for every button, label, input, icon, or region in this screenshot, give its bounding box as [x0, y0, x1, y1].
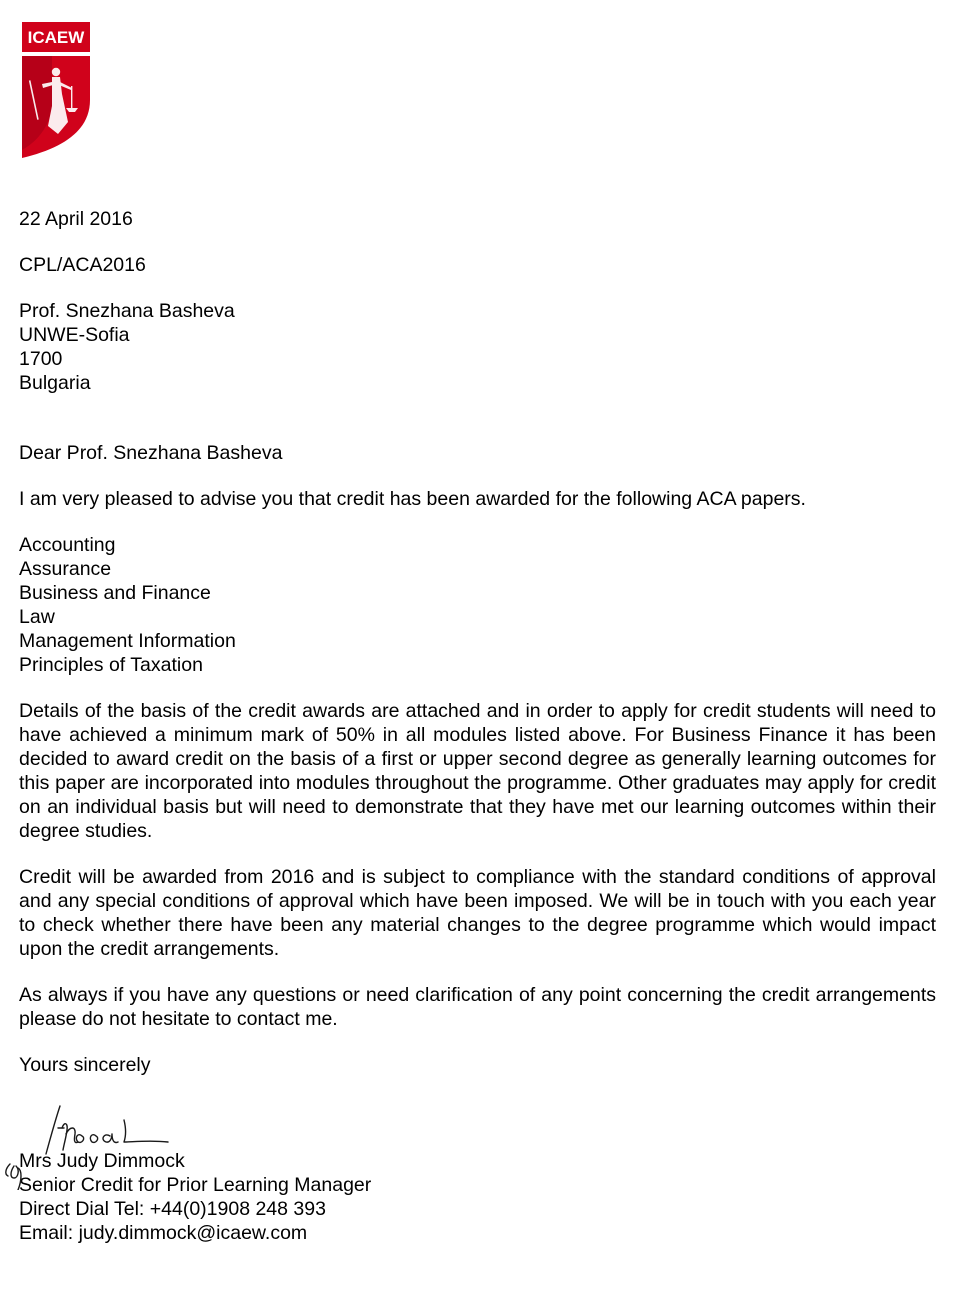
letter-reference: CPL/ACA2016: [19, 254, 146, 276]
icaew-logo: [22, 22, 90, 158]
list-item: Accounting: [19, 534, 116, 556]
closing: Yours sincerely: [19, 1054, 151, 1076]
papers-list: [19, 533, 936, 677]
recipient-country: Bulgaria: [19, 372, 91, 394]
list-item: Principles of Taxation: [19, 654, 203, 676]
list-item: Business and Finance: [19, 582, 211, 604]
signatory-name: Mrs Judy Dimmock: [19, 1150, 185, 1172]
intro-paragraph: I am very pleased to advise you that credit has been awarded for the following ACA papers.: [19, 488, 806, 510]
signatory-phone: Direct Dial Tel: +44(0)1908 248 393: [19, 1198, 326, 1220]
recipient-institution: UNWE-Sofia: [19, 324, 130, 346]
list-item: Assurance: [19, 558, 112, 580]
credit-details-paragraph: Details of the basis of the credit awards are attached and in order to apply for credit students will need to have achieved a minimum mark of 50% in all modules listed above. For Business Finance it has been decided to award credit on the basis of a first or upper second degree as generally learning outcomes for this paper are incorporated into modules throughout the programme. Other graduates may apply for credit on an individual basis but will need to demonstrate that they have met our learning outcomes within their degree studies.: [19, 700, 936, 842]
signatory-email: Email: judy.dimmock@icaew.com: [19, 1222, 308, 1244]
letter-date: 22 April 2016: [19, 208, 133, 230]
letter-body: [19, 207, 936, 1245]
recipient-address: [19, 299, 936, 395]
salutation: Dear Prof. Snezhana Basheva: [19, 442, 283, 464]
signatory-title: Senior Credit for Prior Learning Manager: [19, 1174, 372, 1196]
handwritten-signature: [0, 1098, 200, 1190]
recipient-postcode: 1700: [19, 348, 63, 370]
contact-paragraph: As always if you have any questions or need clarification of any point concerning the credit arrangements please do not hesitate to contact me.: [19, 984, 936, 1030]
list-item: Law: [19, 606, 55, 628]
list-item: Management Information: [19, 630, 236, 652]
icaew-crest-icon: [22, 22, 90, 158]
conditions-paragraph: Credit will be awarded from 2016 and is subject to compliance with the standard conditions of approval and any special conditions of approval which have been imposed. We will be in touch with you each year to check whether there have been any material changes to the degree programme which would impact upon the credit arrangements.: [19, 866, 936, 960]
logo-text: ICAEW: [27, 28, 85, 47]
recipient-name: Prof. Snezhana Basheva: [19, 300, 235, 322]
